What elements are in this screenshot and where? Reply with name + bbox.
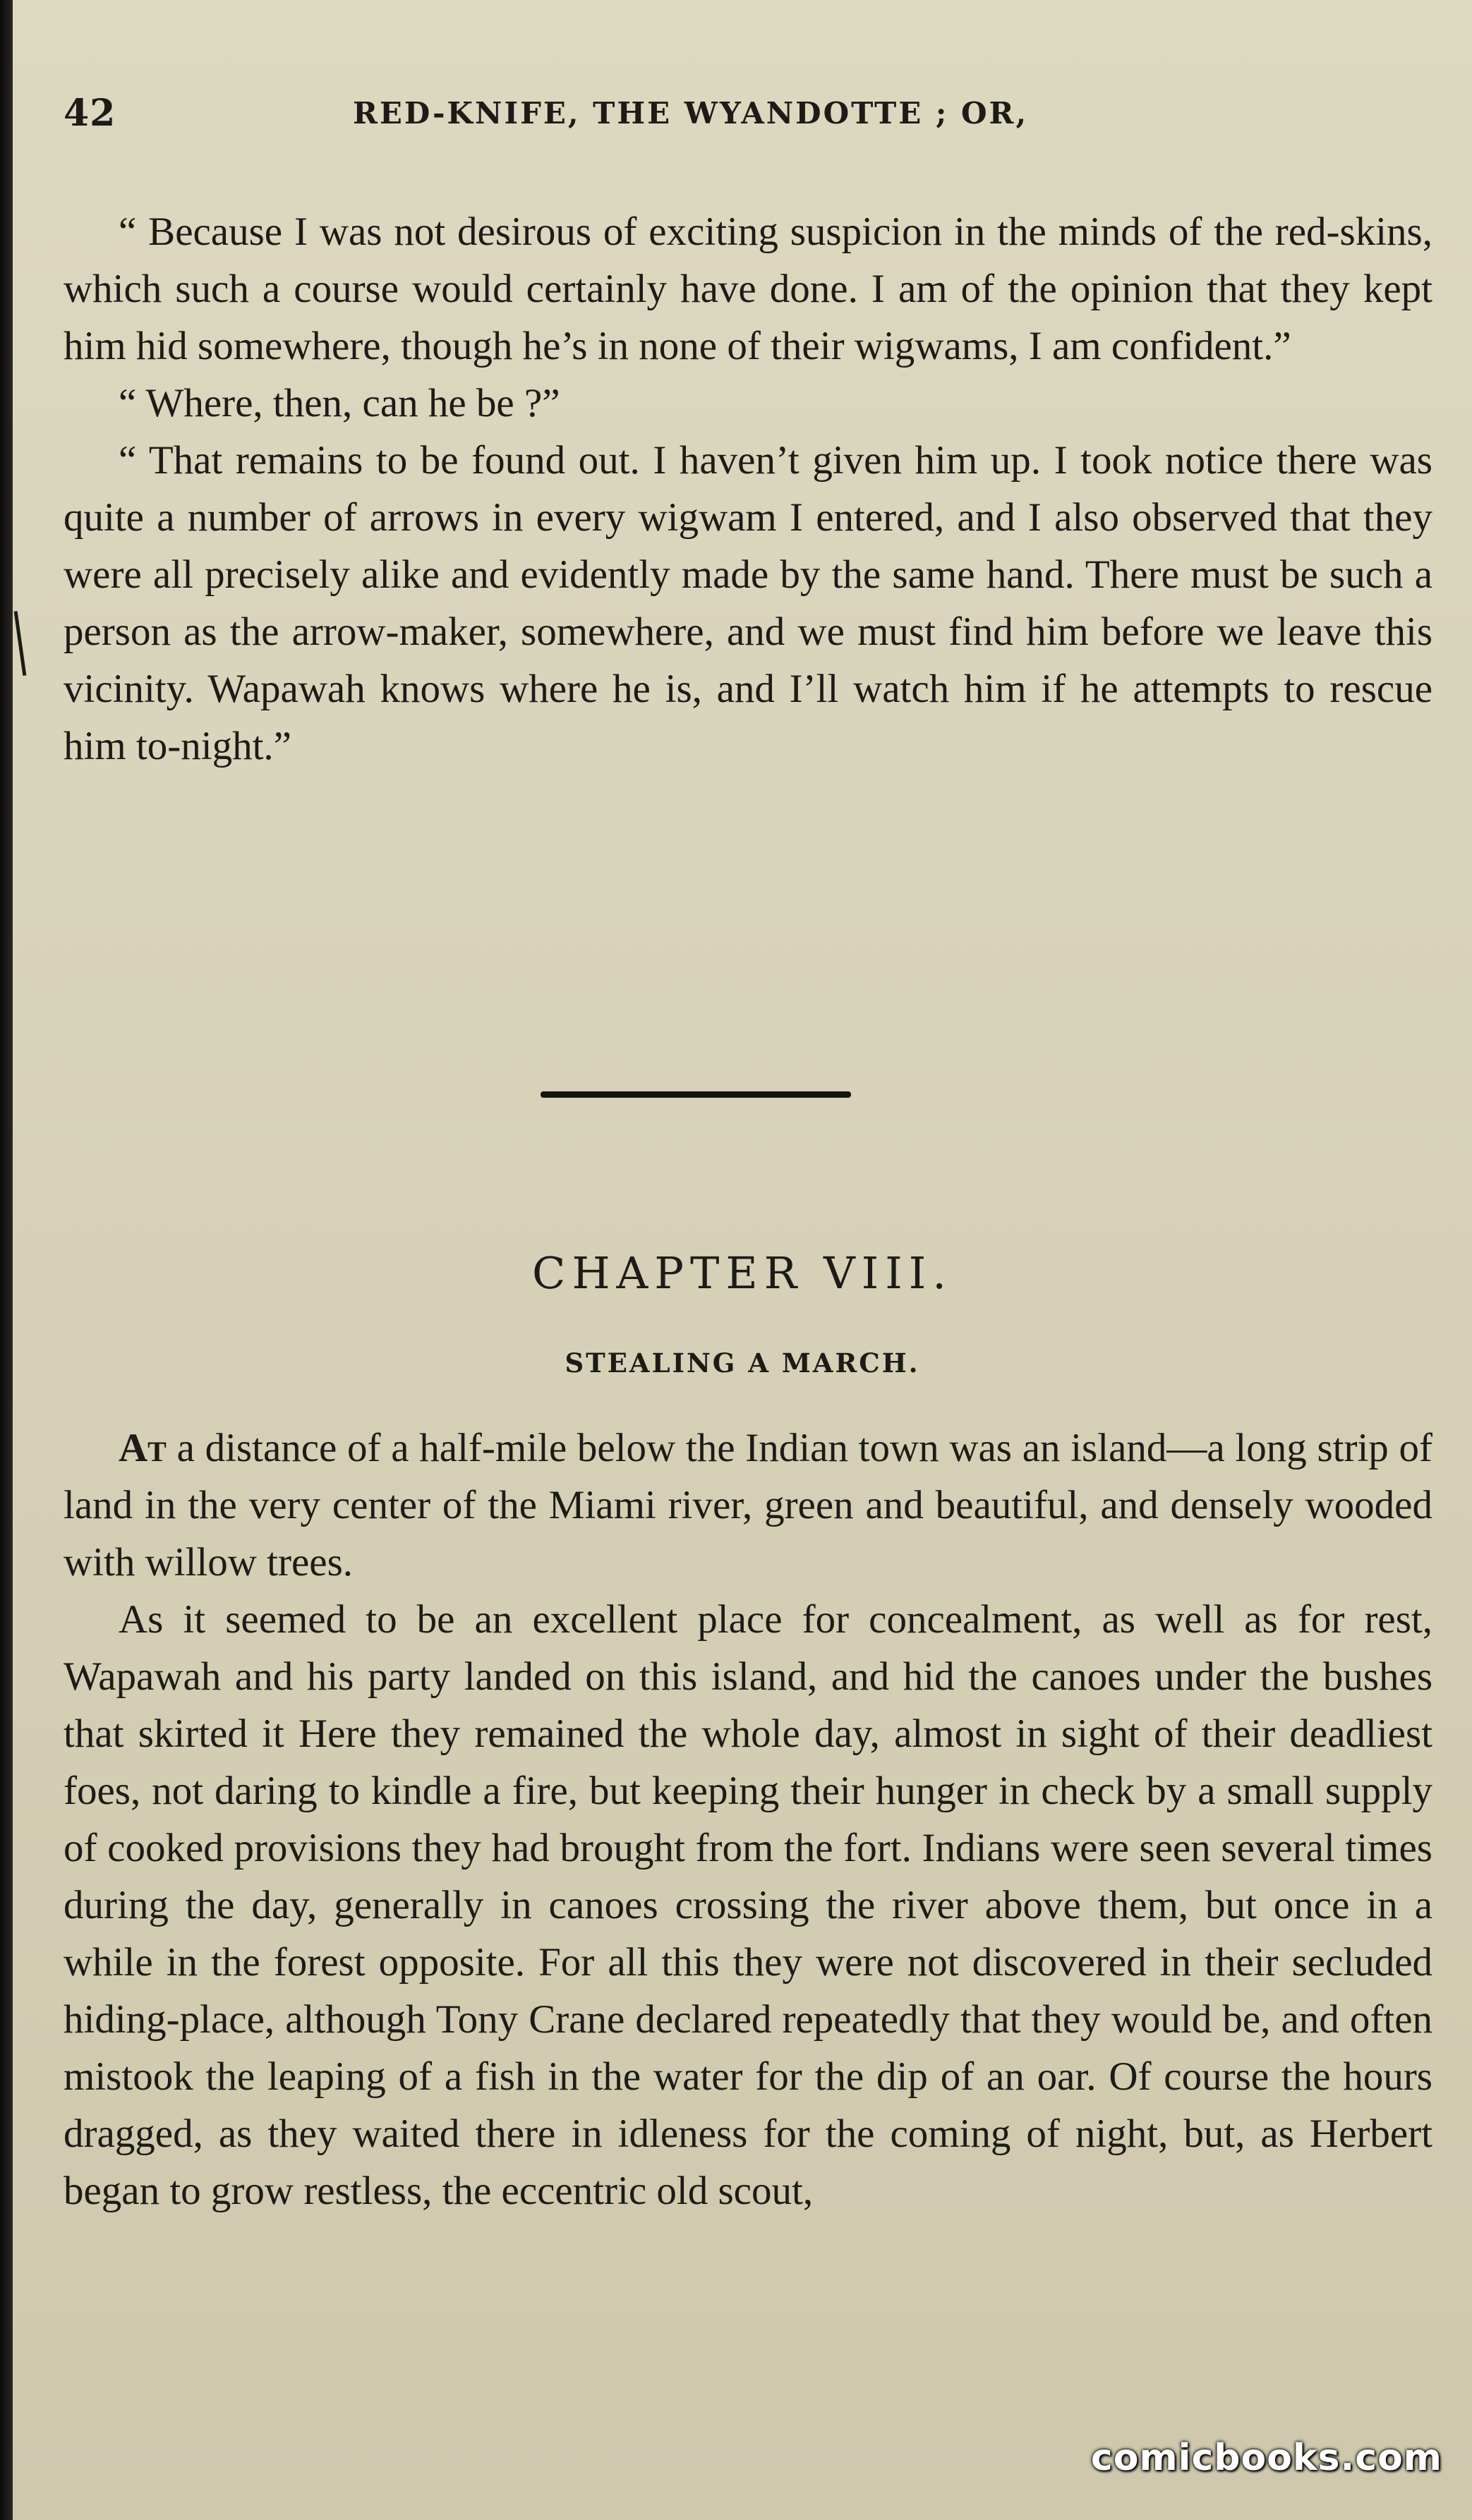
- chapter-title: CHAPTER VIII.: [532, 1247, 953, 1299]
- paragraph: “ That remains to be found out. I haven’t given him up. I took notice there was quite a number of arrows in every wigwam I entered, and I also observed that they were all precisely alike and evidently made by the same hand. There must be such a person as the arrow-maker, somewhere, and we must find him before we leave this vicinity. Wapawah knows where he is, and I’ll watch him if he attempts to rescue him to-night.”: [64, 438, 1432, 768]
- paragraph: [64, 1419, 1432, 1591]
- margin-pencil-mark: [14, 611, 27, 676]
- chapter-subtitle: STEALING A MARCH.: [565, 1347, 920, 1379]
- paragraph: As it seemed to be an excellent place for concealment, as well as for rest, Wapawah and his party landed on this island, and hid the canoes under the bushes that skirted it Here they remained the whole day, almost in sight of their deadliest foes, not daring to kindle a fire, but keeping their hunger in check by a small supply of cooked provisions they had brought from the fort. Indians were seen several times during the day, generally in canoes crossing the river above them, but once in a while in the forest opposite. For all this they were not discovered in their secluded hiding-place, although Tony Crane declared repeatedly that they would be, and often mistook the leaping of a fish in the water for the dip of an oar. Of course the hours dragged, as they waited there in idleness for the coming of night, but, as Herbert began to grow restless, the eccentric old scout,: [64, 1597, 1432, 2213]
- book-page: [13, 0, 1472, 2520]
- page-edge-shadow: [0, 0, 13, 2520]
- paragraph-text: a distance of a half-mile below the Indian town was an island—a long strip of land in the very center of the Miami river, green and beautiful, and densely wooded with willow trees.: [64, 1426, 1432, 1585]
- paragraph: “ Where, then, can he be ?”: [119, 381, 560, 425]
- paragraph: “ Because I was not desirous of exciting suspicion in the minds of the red-skins, which such a course would certainly have done. I am of the opinion that they kept him hid somewhere, though he’s in none of their wigwams, I am confident.”: [64, 210, 1432, 368]
- chapter-body: [64, 1419, 1432, 2219]
- running-head: [64, 92, 1447, 148]
- watermark: comicbooks.com: [1090, 2437, 1442, 2479]
- paragraph-lead-word: At: [119, 1426, 167, 1470]
- chapter-divider-rule: [541, 1091, 851, 1098]
- running-title: RED-KNIFE, THE WYANDOTTE ; OR,: [353, 96, 1029, 131]
- page-number: 42: [64, 92, 116, 135]
- dialogue-section: [64, 203, 1432, 775]
